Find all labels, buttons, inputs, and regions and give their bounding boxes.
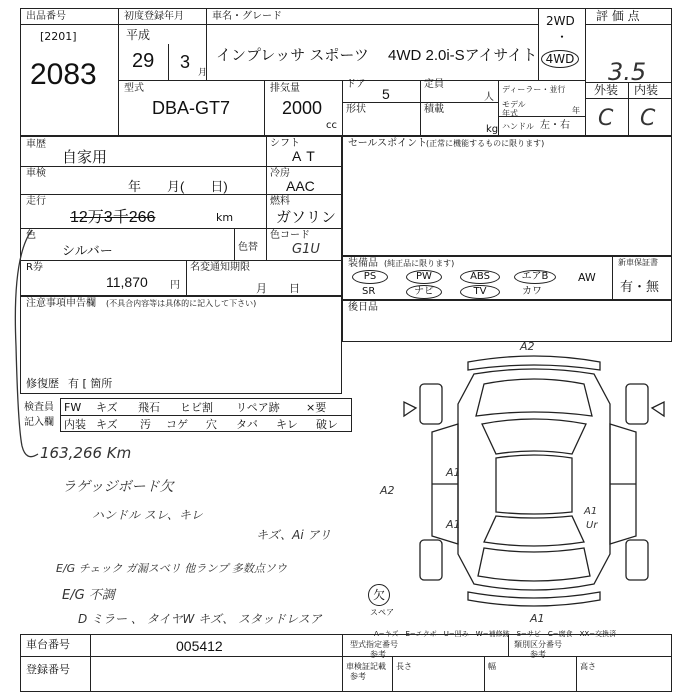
rear-seat-block: [342, 300, 672, 342]
note-line-4: キズ、Ai アリ: [256, 528, 331, 542]
handle-label: ハンドル: [502, 122, 534, 131]
equip-pw: PW: [406, 270, 442, 284]
deadline-label: 名変通知期限: [190, 262, 250, 273]
inspector-label-1: 検査員: [24, 402, 54, 413]
person-unit: 人: [484, 92, 494, 103]
deadline-value: 月 日: [256, 283, 300, 295]
color-label: 色: [26, 230, 36, 241]
mark-a1-rear: A1: [530, 612, 545, 625]
height-label: 高さ: [580, 662, 596, 671]
certificate-ref: 参考: [350, 672, 366, 681]
reg-label: 登録番号: [26, 663, 70, 676]
row1-repair: リペア跡: [236, 401, 280, 414]
equipment-note: (純正品に限ります): [384, 259, 455, 268]
mileage-value: 12万3千266: [70, 209, 156, 226]
door-label: ドア: [346, 79, 366, 90]
year-unit: 年: [572, 106, 580, 115]
warranty-label: 新車保証書: [618, 258, 658, 267]
row2-tear: 破レ: [316, 418, 338, 431]
sales-label: セールスポイント: [348, 138, 428, 149]
designated-ref: 参考: [370, 650, 386, 659]
shift-value: AT: [292, 148, 321, 164]
tax-label: R券: [26, 262, 43, 273]
car-name: インプレッサ スポーツ: [216, 47, 369, 64]
spare-mark: 欠: [368, 584, 390, 606]
caution-note: (不具合内容等は具体的に記入して下さい): [106, 299, 257, 308]
fuel-label: 燃料: [270, 196, 290, 207]
row1-replace: ×要: [306, 401, 327, 414]
row1-scratch: キズ: [96, 401, 118, 414]
color-code-label: 色コード: [270, 230, 310, 241]
equip-ps: PS: [352, 270, 388, 284]
chassis-label: 車台番号: [26, 638, 70, 651]
fuel-value: ガソリン: [276, 209, 337, 226]
score-label: 評 価 点: [596, 9, 640, 23]
displacement-value: 2000: [282, 98, 323, 118]
row2-scratch: キズ: [96, 418, 118, 431]
equip-aw: AW: [578, 271, 596, 284]
reg-year: 29: [132, 50, 155, 72]
color-change-label: 色替: [238, 242, 258, 253]
certificate-label: 車検証記載: [346, 662, 386, 671]
kg-unit: kg: [486, 124, 499, 135]
month-unit: 月: [198, 68, 208, 78]
row2-cut: キレ: [276, 418, 298, 431]
damage-legend: A−キズ E−エクボ U−凹み W−補修跡 S−サビ C−腐食 XX−交換済: [374, 630, 617, 638]
repair-label: 修復歴: [26, 377, 59, 390]
mark-a1-front-door: A1: [446, 466, 461, 479]
row2-burn: コゲ: [166, 418, 188, 431]
width-label: 幅: [488, 662, 496, 671]
ac-value: AAC: [286, 178, 315, 194]
row2-dirt: 汚: [140, 418, 151, 431]
displacement-label: 排気量: [270, 83, 300, 94]
shape-label: 形状: [346, 104, 366, 115]
lot-label: 出品番号: [26, 11, 66, 22]
inspection-label: 車検: [26, 168, 46, 179]
door-value: 5: [382, 86, 390, 102]
drive-dot: ・: [556, 30, 569, 44]
equipment-label: 装備品: [348, 258, 378, 269]
mark-a1-right: A1: [584, 506, 598, 517]
lot-number: 2083: [30, 58, 97, 91]
designated-label: 型式指定番号: [350, 640, 398, 649]
equip-navi: ナビ: [406, 285, 442, 299]
note-line-2: ラゲッジボード欠: [62, 479, 174, 495]
sales-block: [342, 136, 672, 256]
first-reg-label: 初度登録年月: [124, 11, 184, 22]
exterior-label: 外装: [594, 83, 619, 97]
warranty-value: 有・無: [620, 279, 660, 294]
length-label: 長さ: [396, 662, 412, 671]
color-value: シルバー: [62, 243, 113, 258]
color-code-value: G1U: [292, 242, 320, 257]
yen-unit: 円: [170, 280, 180, 291]
score-value: 3.5: [608, 58, 647, 86]
car-diagram: [396, 344, 672, 620]
note-line-1: 163,266 Km: [40, 444, 132, 462]
inspector-label-2: 記入欄: [24, 417, 54, 428]
capacity-label: 定員: [424, 79, 444, 90]
cc-unit: cc: [326, 120, 337, 131]
usage-value: 自家用: [62, 149, 108, 166]
equip-tv: TV: [460, 285, 500, 299]
tax-amount: 11,870: [106, 274, 148, 290]
mark-a2-left: A2: [380, 484, 395, 497]
note-line-7: D ミラー 、 タイヤW キズ、 スタッドレスア: [78, 612, 322, 626]
car-grade: 4WD 2.0i-Sアイサイト: [388, 47, 538, 64]
mark-ur-right: Ur: [586, 520, 598, 531]
drive-4wd: 4WD: [541, 50, 579, 68]
era: 平成: [126, 28, 151, 42]
lot-sub: [2201]: [40, 30, 77, 43]
caution-label: 注意事項申告欄: [26, 298, 96, 309]
model-value: DBA-GT7: [152, 98, 231, 118]
handle-value: 左・右: [540, 120, 570, 131]
spare-label: スペア: [370, 608, 394, 617]
note-line-5: E/G チェック ガ漏スベリ 他ランプ 多数点ソウ: [56, 562, 287, 575]
mark-a2-front: A2: [520, 340, 535, 353]
row2-tobacco: タバ: [236, 418, 258, 431]
equip-abs: ABS: [460, 270, 500, 284]
note-bracket-icon: [8, 226, 48, 466]
model-label: 型式: [124, 83, 144, 94]
inspection-value: 年 月( 日): [128, 179, 228, 194]
mileage-label: 走行: [26, 196, 46, 207]
drive-2wd: 2WD: [546, 14, 575, 28]
interior-label: 内装: [634, 83, 659, 97]
mark-a1-rear-door: A1: [446, 518, 461, 531]
rear-seat-label: 後日品: [348, 302, 378, 313]
row2-interior: 内装: [64, 418, 86, 431]
load-label: 積載: [424, 104, 444, 115]
ac-label: 冷房: [270, 168, 290, 179]
classification-label: 類別区分番号: [514, 640, 562, 649]
usage-label: 車歴: [26, 139, 46, 150]
equip-airbag: エアB: [514, 270, 556, 284]
dealer-label: ディーラー・並行: [502, 85, 566, 94]
note-line-6: E/G 不調: [62, 588, 115, 603]
chassis-number: 005412: [176, 638, 223, 654]
sales-note: (正常に機能するものに限ります): [426, 139, 545, 148]
reg-month: 3: [180, 52, 191, 72]
note-line-3: ハンドル スレ、キレ: [92, 508, 203, 522]
model-year-label: モデル年式: [502, 100, 526, 118]
row1-stone: 飛石: [138, 401, 160, 414]
classification-ref: 参考: [530, 650, 546, 659]
equip-sr: SR: [362, 286, 376, 297]
exterior-grade: C: [598, 106, 614, 131]
km-unit: km: [216, 211, 234, 224]
row1-crack: ヒビ割: [180, 401, 213, 414]
interior-grade: C: [640, 106, 656, 131]
row1-fw: FW: [64, 401, 82, 414]
name-label: 車名・グレード: [212, 11, 282, 22]
equip-leather: カワ: [522, 286, 542, 297]
repair-value: 有 [ 箇所: [68, 377, 113, 390]
shift-label: シフト: [270, 138, 300, 149]
row2-hole: 穴: [206, 418, 217, 431]
